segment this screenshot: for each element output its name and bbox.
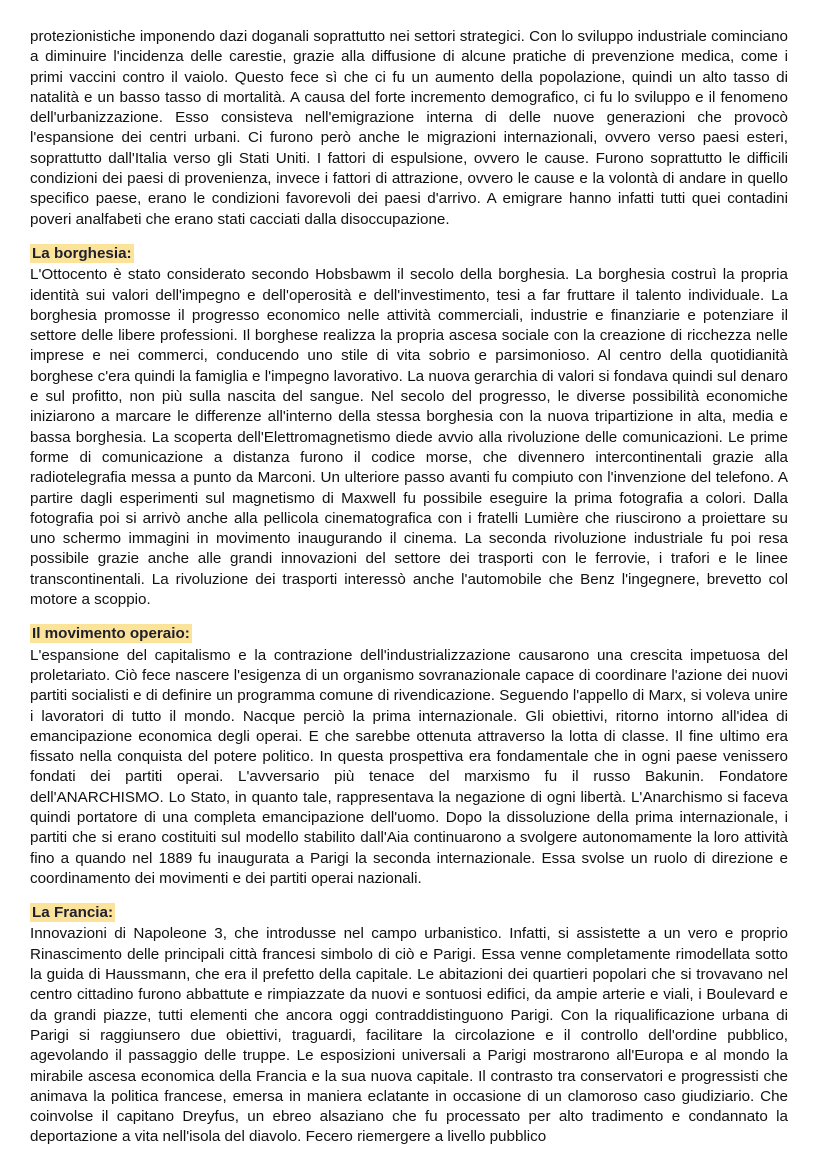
section-heading-movimento-operaio: Il movimento operaio: xyxy=(32,625,190,643)
section-paragraph-movimento-operaio: L'espansione del capitalismo e la contrazione dell'industrializzazione causarono una crescita impetuosa del proletariato. Ciò fece nascere l'esigenza di un organismo sovranazionale capace di coordinare l'azione dei nuovi partiti socialisti e di definire un programma comune di rivendicazione. Seguendo l'appello di Marx, si voleva unire i lavoratori di tutto il mondo. Nacque perciò la prima internazionale. Gli obiettivi, ritorno intorno all'idea di emancipazione economica degli operai. E che sarebbe ottenuta attraverso la lotta di classe. Il fine ultimo era fissato nella conquista del potere politico. In questa prospettiva era fondamentale che in ogni paese venissero fondati dei partiti operai. L'avversario più tenace del marxismo fu il russo Bakunin. Fondatore dell'ANARCHISMO. Lo Stato, in quanto tale, rappresentava la negazione di ogni libertà. L'Anarchismo si faceva quindi portatore di una completa emancipazione dell'uomo. Dopo la dissoluzione della prima internazionale, i partiti che si erano costituiti sul modello stabilito dall'Aia continuarono a svolgere autonomamente la loro attività fino a quando nel 1889 fu inaugurata a Parigi la seconda internazionale. Essa svolse un ruolo di direzione e coordinamento dei movimenti e dei partiti operai nazionali. xyxy=(30,646,788,887)
section-heading-borghesia: La borghesia: xyxy=(32,244,132,262)
section-heading-francia: La Francia: xyxy=(32,904,114,922)
section-movimento-operaio xyxy=(30,624,788,889)
section-borghesia xyxy=(30,244,788,610)
section-paragraph-francia: Innovazioni di Napoleone 3, che introdusse nel campo urbanistico. Infatti, si assistette a un vero e proprio Rinascimento delle principali città francesi simbolo di ciò e Parigi. Essa venne completamente rimodellata sotto la guida di Haussmann, che era il prefetto della capitale. Le abitazioni dei quartieri popolari che si trovavano nel centro cittadino furono abbattute e rimpiazzate da nuovi e sontuosi edifici, da ampie arterie e viali, i Boulevard e da grandi piazze, tutti elementi che ancora oggi contraddistinguono Parigi. Con la riqualificazione urbana di Parigi si raggiunsero due obiettivi, traguardi, facilitare la circolazione e il controllo dell'ordine pubblico, agevolando il passaggio delle truppe. Le esposizioni universali a Parigi mostrarono all'Europa e al mondo la mirabile ascesa economica della Francia e la sua nuova capitale. Il contrasto tra conservatori e progressisti che animava la politica francese, emersa in maniera eclatante in occasione di un clamoroso caso giudiziario. Che coinvolse il capitano Dreyfus, un ebreo alsaziano che fu processato per alto tradimento e condannato la deportazione a vita nell'isola del diavolo. Fecero riemergere a livello pubblico xyxy=(30,925,788,1146)
section-paragraph-borghesia: L'Ottocento è stato considerato secondo Hobsbawm il secolo della borghesia. La borghesia costruì la propria identità sui valori dell'impegno e dell'operosità e dell'investimento, tesi a far fruttare il talento individuale. La borghesia promosse il progresso economico nelle attività commerciali, industrie e finanziarie e potenziare il settore delle libere professioni. Il borghese realizza la propria ascesa sociale con la creazione di ricchezza nelle imprese e nei commerci, conducendo uno stile di vita sobrio e parsimonioso. Al centro della quotidianità borghese c'era quindi la famiglia e l'impegno lavorativo. La nuova gerarchia di valori si fondava quindi sul denaro e sul profitto, non più sulla nascita del sangue. Nel secolo del progresso, le diverse possibilità economiche iniziarono a marcare le differenze all'interno della stessa borghesia con la nuova tripartizione in alta, media e bassa borghesia. La scoperta dell'Elettromagnetismo diede avvio alla rivoluzione delle comunicazioni. Le prime forme di comunicazione a distanza furono il codice morse, che divennero intercontinentali grazie alla radiotelegrafia messa a punto da Marconi. Un ulteriore passo avanti fu compiuto con l'invenzione del telefono. A partire dagli esperimenti sul magnetismo di Maxwell fu possibile eseguire la prima fotografia a colori. Dalla fotografia poi si arrivò anche alla pellicola cinematografica con i fratelli Lumière che riuscirono a proiettare su uno schermo immagini in movimento inaugurando il cinema. La seconda rivoluzione industriale fu poi resa possibile grazie anche alle grandi innovazioni del settore dei trasporti con le ferrovie, i trafori e le linee transcontinentali. La rivoluzione dei trasporti interessò anche l'automobile che Benz l'ingegnere, brevetto col motore a scoppio. xyxy=(30,266,788,609)
intro-paragraph: protezionistiche imponendo dazi doganali soprattutto nei settori strategici. Con lo sviluppo industriale cominciano a diminuire l'incidenza delle carestie, grazie alla diffusione di alcune pratiche di prevenzione medica, come i primi vaccini contro il vaiolo. Questo fece sì che ci fu un aumento della popolazione, quindi un alto tasso di natalità e un basso tasso di mortalità. A causa del forte incremento demografico, ci fu lo sviluppo e il fenomeno dell'urbanizzazione. Esso consisteva nell'emigrazione interna di delle nuove generazioni che provocò l'espansione dei centri urbani. Ci furono però anche le migrazioni internazionali, ovvero verso paesi esteri, soprattutto dall'Italia verso gli Stati Uniti. I fattori di espulsione, ovvero le cause. Furono soprattutto le difficili condizioni dei paesi di provenienza, invece i fattori di attrazione, ovvero le cause e la volontà di andare in quello specifico paese, erano le condizioni favorevoli dei paesi d'arrivo. A emigrare hanno infatti tutti quei contadini poveri analfabeti che erano stati cacciati dalla disoccupazione. xyxy=(30,28,788,228)
section-francia xyxy=(30,903,788,1148)
